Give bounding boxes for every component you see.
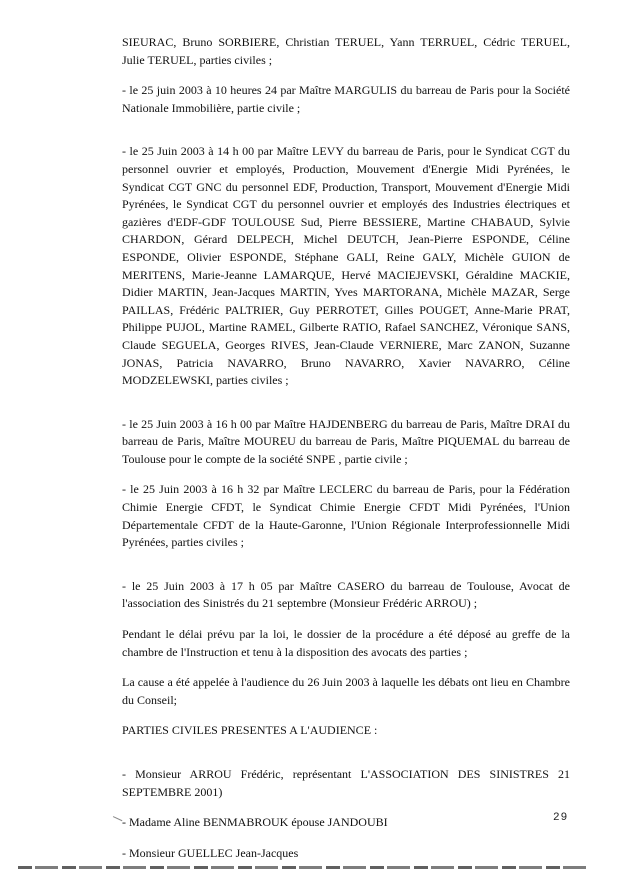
- list-item-arrou: - Monsieur ARROU Frédéric, représentant L'ASSOCIATION DES SINISTRES 21 SEPTEMBRE 2001): [122, 767, 570, 799]
- bottom-edge-rule: [18, 866, 588, 869]
- scan-mark: [112, 816, 123, 824]
- paragraph-delai: Pendant le délai prévu par la loi, le dossier de la procédure a été déposé au greffe de la chambre de l'Instruction et tenu à la disposition des avocats des parties ;: [122, 627, 570, 659]
- paragraph-margulis: - le 25 juin 2003 à 10 heures 24 par Maître MARGULIS du barreau de Paris pour la Société Nationale Immobilière, partie civile ;: [122, 83, 570, 115]
- document-body: [122, 34, 570, 875]
- paragraph-leclerc: - le 25 Juin 2003 à 16 h 32 par Maître LECLERC du barreau de Paris, pour la Fédération Chimie Energie CFDT, le Syndicat Chimie Energie CFDT Midi Pyrénées, l'Union Départementale CFDT de la Haute-Garonne, l'Union Régionale Interprofessionnelle Midi Pyrénées, parties civiles ;: [122, 482, 570, 550]
- paragraph-levy: - le 25 Juin 2003 à 14 h 00 par Maître LEVY du barreau de Paris, pour le Syndicat CGT du personnel ouvrier et employés, Production, Mouvement d'Energie Midi Pyrénées, le Syndicat CGT GNC du personnel EDF, Production, Transport, Mouvement d'Energie Midi Pyrénées, le Syndicat CGT du personnel ouvrier et employés des Industries électriques et gazières d'EDF-GDF TOULOUSE Sud, Pierre BESSIERE, Martine CHABAUD, Sylvie CHARDON, Gérard DELPECH, Michel DEUTCH, Jean-Pierre ESPONDE, Céline ESPONDE, Olivier ESPONDE, Stéphane GALI, Reine GALY, Michèle GUION de MERITENS, Marie-Jeanne LAMARQUE, Hervé MACIEJEVSKI, Géraldine MACKIE, Didier MARTIN, Jean-Jacques MARTIN, Yves MARTORANA, Michèle MAZAR, Serge PAILLAS, Frédéric PALTRIER, Guy PERROTET, Gilles POUGET, Anne-Marie PRAT, Philippe PUJOL, Martine RAMEL, Gilberte RATIO, Rafael SANCHEZ, Véronique SANS, Claude SEGUELA, Georges RIVES, Jean-Claude VERNIERE, Marc ZANON, Suzanne JONAS, Patricia NAVARRO, Bruno NAVARRO, Xavier NAVARRO, Céline MODZELEWSKI, parties civiles ;: [122, 144, 570, 388]
- page-number: 29: [553, 812, 569, 824]
- list-item-guellec: - Monsieur GUELLEC Jean-Jacques: [122, 845, 299, 860]
- paragraph-audience: La cause a été appelée à l'audience du 26 Juin 2003 à laquelle les débats ont lieu en Chambre du Conseil;: [122, 675, 570, 707]
- paragraph-hajdenberg: - le 25 Juin 2003 à 16 h 00 par Maître HAJDENBERG du barreau de Paris, Maître DRAI du barreau de Paris, Maître MOUREU du barreau de Paris, Maître PIQUEMAL du barreau de Toulouse pour le compte de la société SNPE , partie civile ;: [122, 416, 570, 466]
- list-item-benmabrouk: - Madame Aline BENMABROUK épouse JANDOUBI: [122, 815, 388, 830]
- paragraph-casero: - le 25 Juin 2003 à 17 h 05 par Maître CASERO du barreau de Toulouse, Avocat de l'association des Sinistrés du 21 septembre (Monsieur Frédéric ARROU) ;: [122, 578, 570, 611]
- paragraph-parties-civiles-continued: SIEURAC, Bruno SORBIERE, Christian TERUEL, Yann TERRUEL, Cédric TERUEL, Julie TERUEL, parties civiles ;: [122, 35, 570, 67]
- heading-parties-presentes: PARTIES CIVILES PRESENTES A L'AUDIENCE :: [122, 723, 378, 738]
